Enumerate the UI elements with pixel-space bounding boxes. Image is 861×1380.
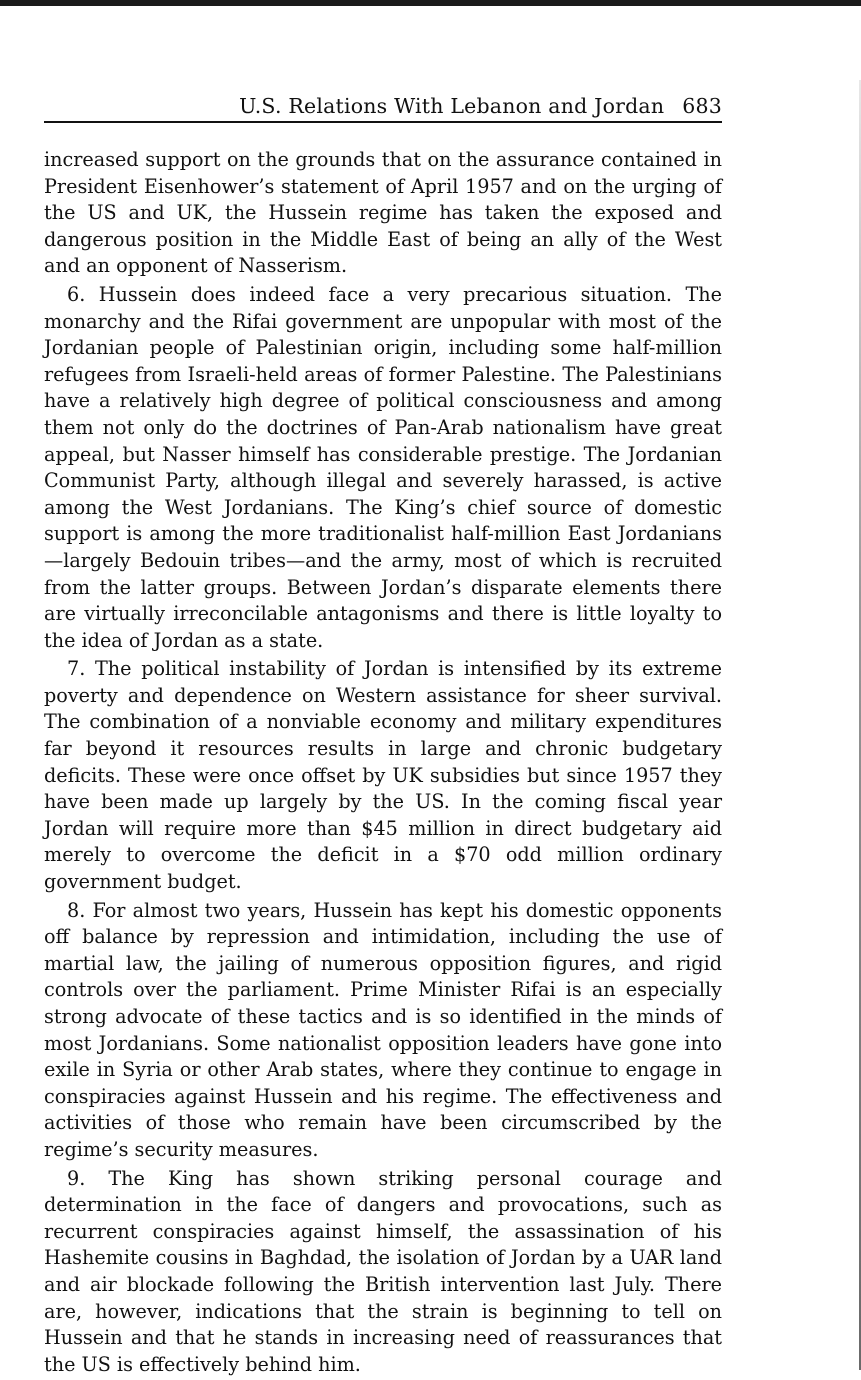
document-body bbox=[44, 147, 722, 1380]
paragraph-6: 6. Hussein does indeed face a very precarious situation. The monarchy and the Rifai government are unpopular with most of the Jordanian people of Palestinian origin, including some half-million refugees from Israeli-held areas of former Palestine. The Palestinians have a relatively high degree of political consciousness and among them not only do the doctrines of Pan-Arab nationalism have great appeal, but Nasser himself has considerable prestige. The Jordanian Communist Party, although illegal and severely harassed, is active among the West Jordanians. The King’s chief source of domestic support is among the more traditionalist half-million East Jordanians—largely Bedouin tribes—and the army, most of which is recruited from the latter groups. Between Jordan’s disparate elements there are virtually irreconcilable antagonisms and there is little loyalty to the idea of Jordan as a state. bbox=[44, 282, 722, 652]
page-number: 683 bbox=[682, 94, 722, 118]
paragraph-8: 8. For almost two years, Hussein has kept his domestic opponents off balance by repression and intimidation, including the use of martial law, the jailing of numerous opposition figures, and rigid controls over the parliament. Prime Minister Rifai is an especially strong advocate of these tactics and is so identified in the minds of most Jordanians. Some nationalist opposition leaders have gone into exile in Syria or other Arab states, where they continue to engage in conspiracies against Hussein and his regime. The effectiveness and activities of those who remain have been circumscribed by the regime’s security measures. bbox=[44, 898, 722, 1161]
running-title: U.S. Relations With Lebanon and Jordan bbox=[239, 94, 665, 118]
paragraph-9: 9. The King has shown striking personal courage and determination in the face of dangers and provocations, such as recurrent conspiracies against himself, the assassination of his Hashemite cousins in Baghdad, the isolation of Jordan by a UAR land and air blockade following the British intervention last July. There are, however, indications that the strain is beginning to tell on Hussein and that he stands in increasing need of reassurances that the US is effectively behind him. bbox=[44, 1166, 722, 1376]
paragraph-7: 7. The political instability of Jordan is intensified by its extreme poverty and dependence on Western assistance for sheer survival. The combination of a nonviable economy and military expenditures far beyond it resources results in large and chronic budgetary deficits. These were once offset by UK subsidies but since 1957 they have been made up largely by the US. In the coming fiscal year Jordan will require more than $45 million in direct budgetary aid merely to overcome the deficit in a $70 odd million ordinary government budget. bbox=[44, 657, 722, 894]
paragraph-continued: increased support on the grounds that on the assurance contained in President Eisenhower’s statement of April 1957 and on the urging of the US and UK, the Hussein regime has taken the exposed and dangerous position in the Middle East of being an ally of the West and an opponent of Nasserism. bbox=[44, 148, 722, 278]
page-top-edge bbox=[0, 0, 861, 6]
running-header bbox=[44, 93, 722, 123]
